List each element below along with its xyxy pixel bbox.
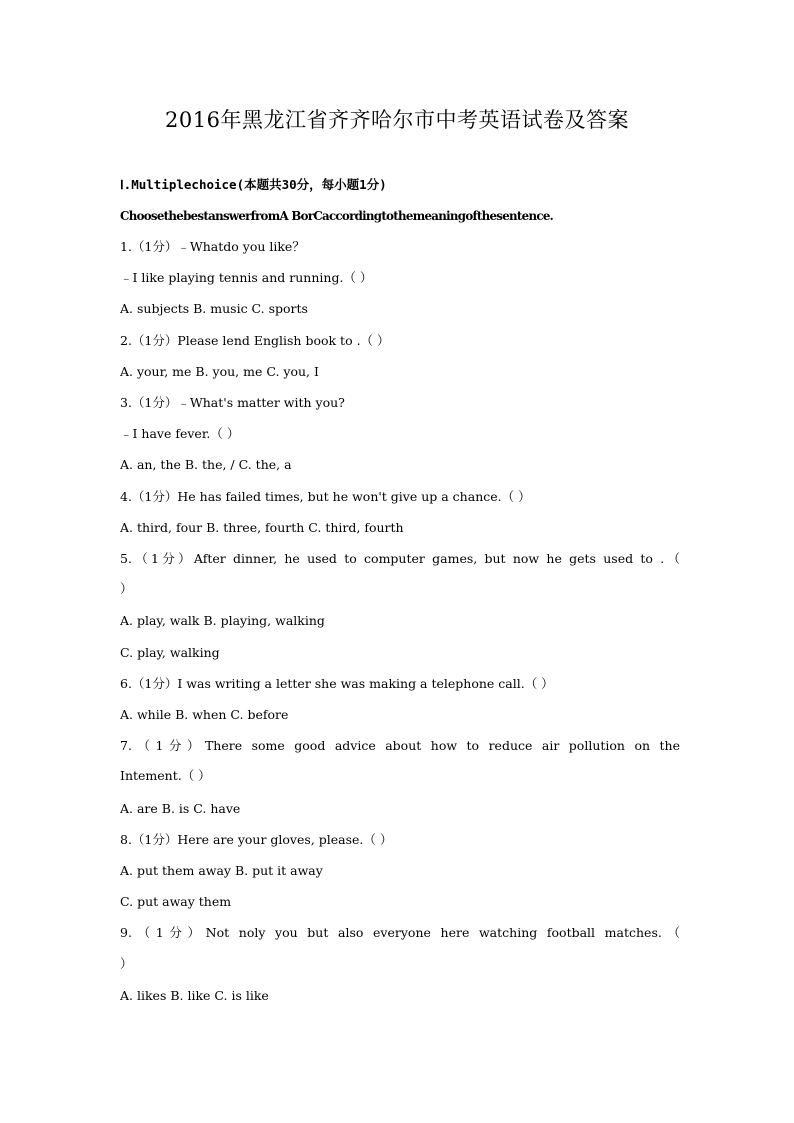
- question-3-reply: ﹣I have fever.（ ）: [120, 426, 240, 441]
- question-8-options-a-b: A. put them away B. put it away: [120, 863, 323, 878]
- question-9: 9.（1分）Not noly you but also everyone here watching football matches.（: [120, 925, 680, 940]
- instruction-text: ChoosethebestanswerfromA BorCaccordingtothemeaningofthesentence.: [120, 209, 554, 223]
- question-5-options-c: C. play, walking: [120, 645, 220, 660]
- question-5-bracket: ）: [120, 581, 133, 596]
- question-5-options-a-b: A. play, walk B. playing, walking: [120, 613, 325, 628]
- question-2: 2.（1分）Please lend English book to .（ ）: [120, 333, 390, 348]
- question-8-options-c: C. put away them: [120, 894, 232, 909]
- question-7-continued: Intement.（ ）: [120, 768, 211, 783]
- question-9-bracket: ）: [120, 956, 133, 971]
- question-3-options: A. an, the B. the, / C. the, a: [120, 457, 292, 472]
- question-7-options: A. are B. is C. have: [120, 801, 241, 816]
- question-5: 5.（1分）After dinner, he used to computer games, but now he gets used to .（: [120, 551, 680, 566]
- question-4: 4.（1分）He has failed times, but he won't give up a chance.（ ）: [120, 489, 531, 504]
- document-title: 2016年黑龙江省齐齐哈尔市中考英语试卷及答案: [165, 108, 629, 132]
- section-heading: Ⅰ.Multiplechoice(本题共30分，每小题1分): [120, 177, 387, 192]
- question-1: 1.（1分）﹣Whatdo you like？: [120, 239, 305, 254]
- question-6-options: A. while B. when C. before: [120, 707, 289, 722]
- question-3: 3.（1分）﹣What's matter with you?: [120, 395, 345, 410]
- question-7: 7.（1分）There some good advice about how to reduce air pollution on the: [120, 738, 680, 753]
- question-1-reply: ﹣I like playing tennis and running.（ ）: [120, 270, 373, 285]
- question-9-options: A. likes B. like C. is like: [120, 988, 269, 1003]
- question-4-options: A. third, four B. three, fourth C. third, fourth: [120, 520, 404, 535]
- question-2-options: A. your, me B. you, me C. you, I: [120, 364, 319, 379]
- question-6: 6.（1分）I was writing a letter she was making a telephone call.（ ）: [120, 676, 554, 691]
- question-8: 8.（1分）Here are your gloves, please.（ ）: [120, 832, 393, 847]
- question-1-options: A. subjects B. music C. sports: [120, 301, 308, 316]
